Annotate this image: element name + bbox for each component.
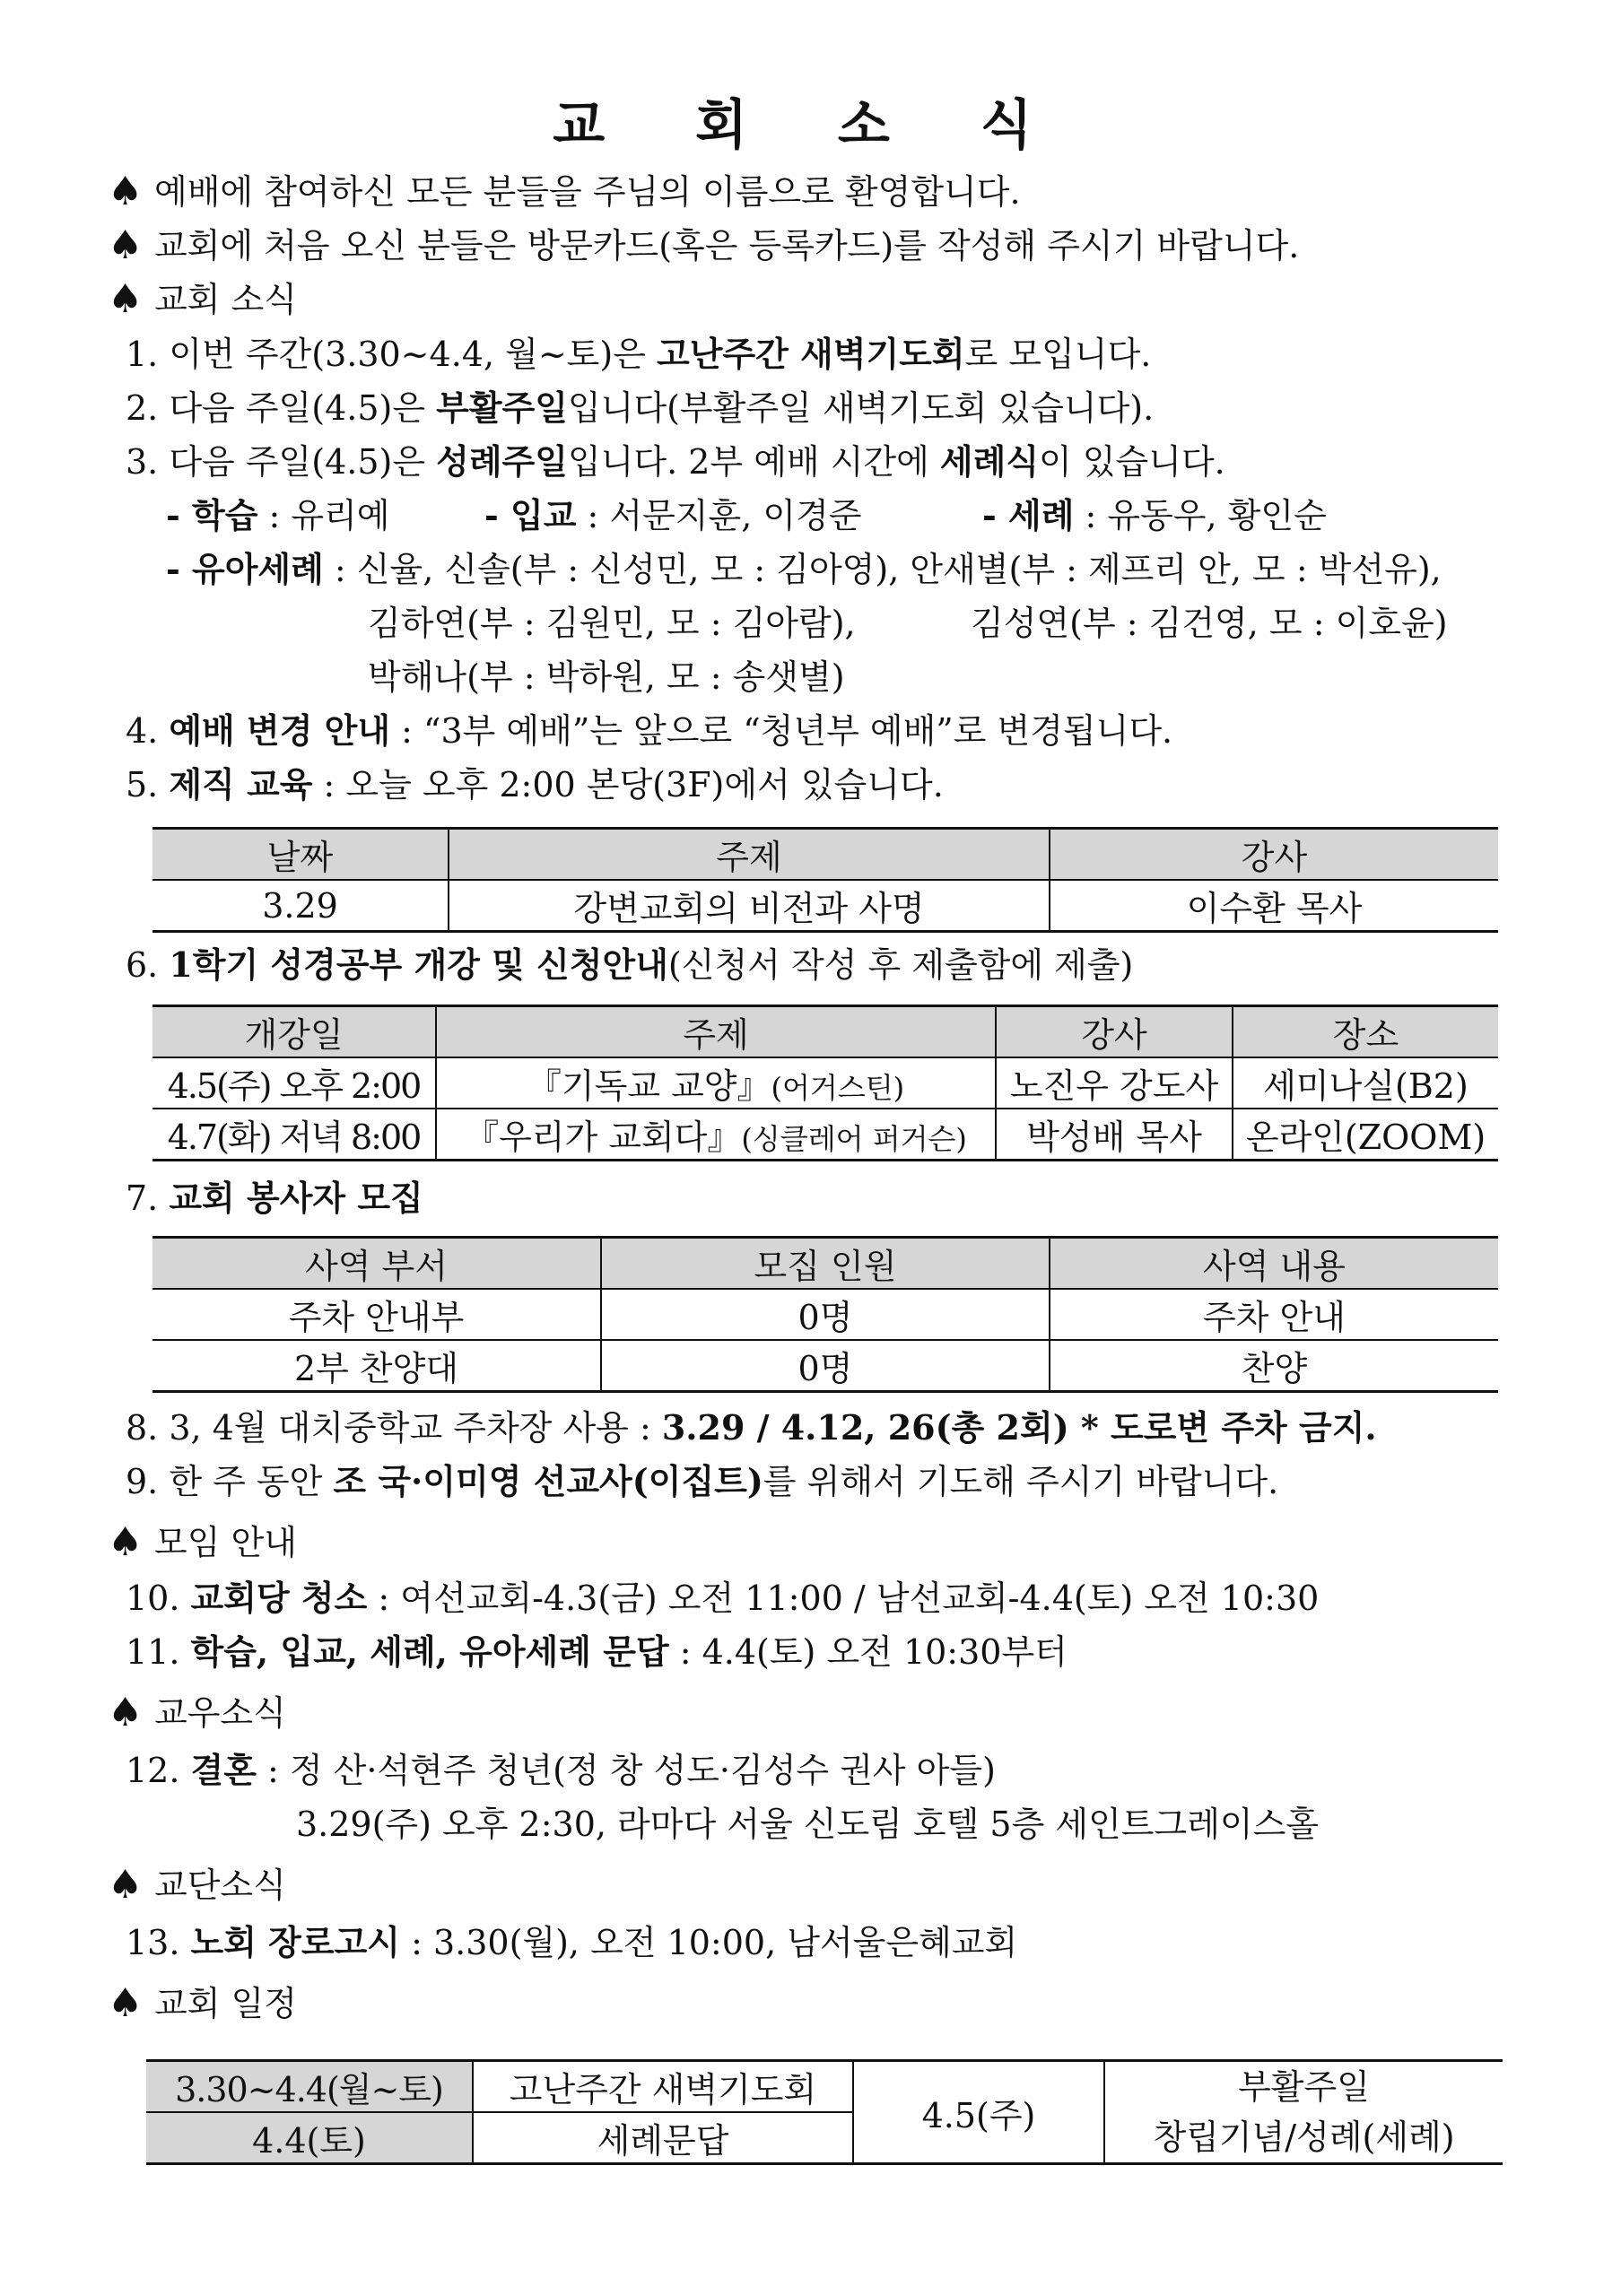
table-cell: 온라인(ZOOM) (1233, 1109, 1498, 1161)
table-header: 사역 부서 (153, 1238, 601, 1290)
members-item-12-detail: 3.29(주) 오후 2:30, 라마다 서울 신도림 호텔 5층 세인트그레이스홀 (296, 1805, 1320, 1844)
sacrament-list-3: - 세례 : 유동우, 황인순 (982, 495, 1327, 535)
section-heading-members: ♠ 교우소식 (108, 1686, 286, 1740)
section-heading-denomination: ♠ 교단소식 (108, 1858, 286, 1912)
table-cell: 세례문답 (473, 2112, 853, 2164)
bible-study-table (153, 1004, 1498, 1161)
table-cell: 고난주간 새벽기도회 (473, 2061, 853, 2113)
members-item-12: 12. 결혼 : 정 산·석현주 청년(정 창 성도·김성수 권사 아들) (126, 1750, 996, 1790)
table-cell: 4.4(토) (146, 2112, 473, 2164)
table-cell: 3.30~4.4(월~토) (146, 2061, 473, 2113)
table-cell: 4.7(화) 저녁 8:00 (153, 1109, 436, 1161)
table-cell: 주차 안내부 (153, 1289, 601, 1340)
news-item-7: 7. 교회 봉사자 모집 (126, 1178, 423, 1218)
table-row (153, 1340, 1498, 1392)
news-item-8: 8. 3, 4월 대치중학교 주차장 사용 : 3.29 / 4.12, 26(총 2회) * 도로변 주차 금지. (126, 1407, 1377, 1448)
table-cell: 『우리가 교회다』(싱클레어 퍼거슨) (436, 1109, 996, 1161)
table-header: 사역 내용 (1050, 1238, 1498, 1290)
table-row (153, 1057, 1498, 1109)
news-item-3: 3. 다음 주일(4.5)은 성례주일입니다. 2부 예배 시간에 세례식이 있습니다. (126, 441, 1225, 482)
table-cell: 3.29 (153, 880, 449, 932)
spade-icon: ♠ (108, 276, 144, 322)
table-cell: 주차 안내 (1050, 1289, 1498, 1340)
table-cell: 찬양 (1050, 1340, 1498, 1392)
infant-baptism-line-1: - 유아세례 : 신율, 신솔(부 : 신성민, 모 : 김아영), 안새별(부 : 제프리 안, 모 : 박선유), (166, 549, 1442, 589)
table-cell: 4.5(주) 오후 2:00 (153, 1057, 436, 1109)
table-cell: 이수환 목사 (1050, 880, 1498, 932)
table-cell: 세미나실(B2) (1233, 1057, 1498, 1109)
section-heading-news: ♠ 교회 소식 (108, 273, 297, 326)
table-cell: 0명 (601, 1289, 1050, 1340)
table-cell: 강변교회의 비전과 사명 (449, 880, 1050, 932)
infant-baptism-line-3: 박해나(부 : 박하원, 모 : 송샛별) (368, 657, 845, 697)
news-item-5: 5. 제직 교육 : 오늘 오후 2:00 본당(3F)에서 있습니다. (126, 764, 944, 804)
table-cell: 『기독교 교양』(어거스틴) (436, 1057, 996, 1109)
table-header-row (153, 1238, 1498, 1290)
section-heading-schedule: ♠ 교회 일정 (108, 1977, 297, 2031)
infant-baptism-line-2b: 김성연(부 : 김건영, 모 : 이호윤) (971, 604, 1448, 643)
table-cell: 노진우 강도사 (996, 1057, 1233, 1109)
section-heading-meeting: ♠ 모임 안내 (108, 1516, 297, 1570)
news-item-6: 6. 1학기 성경공부 개강 및 신청안내(신청서 작성 후 제출함에 제출) (126, 944, 1134, 985)
table-header-row (153, 829, 1498, 881)
spade-icon: ♠ (108, 222, 144, 268)
table-header: 강사 (1050, 829, 1498, 881)
table-header: 장소 (1233, 1006, 1498, 1058)
news-item-9: 9. 한 주 동안 조 국·이미영 선교사(이집트)를 위해서 기도해 주시기 바랍니다. (126, 1461, 1279, 1501)
sacrament-list-2: - 입교 : 서문지훈, 이경준 (484, 495, 862, 535)
page-title: 교 회 소 식 (553, 94, 1068, 157)
table-cell: 부활주일 창립기념/성례(세례) (1104, 2061, 1503, 2164)
denomination-item-13: 13. 노회 장로고시 : 3.30(월), 오전 10:00, 남서울은혜교회 (126, 1922, 1018, 1962)
table-row (153, 1109, 1498, 1161)
spade-icon: ♠ (108, 1980, 144, 2026)
table-header: 개강일 (153, 1006, 436, 1058)
table-row (153, 880, 1498, 932)
table-header: 날짜 (153, 829, 449, 881)
meeting-item-10: 10. 교회당 청소 : 여선교회-4.3(금) 오전 11:00 / 남선교회-4.4(토) 오전 10:30 (126, 1578, 1320, 1618)
church-schedule-table (146, 2059, 1503, 2165)
staff-training-table (153, 827, 1498, 933)
news-item-4: 4. 예배 변경 안내 : “3부 예배”는 앞으로 “청년부 예배”로 변경됩니다. (126, 710, 1173, 751)
spade-icon: ♠ (108, 1862, 144, 1908)
intro-line-2: ♠ 교회에 처음 오신 분들은 방문카드(혹은 등록카드)를 작성해 주시기 바랍니다. (108, 219, 1299, 273)
table-header: 주제 (449, 829, 1050, 881)
infant-baptism-line-2a: 김하연(부 : 김원민, 모 : 김아람), (368, 604, 856, 643)
spade-icon: ♠ (108, 1690, 144, 1735)
table-cell: 2부 찬양대 (153, 1340, 601, 1392)
spade-icon: ♠ (108, 1519, 144, 1565)
table-cell: 0명 (601, 1340, 1050, 1392)
table-cell: 박성배 목사 (996, 1109, 1233, 1161)
spade-icon: ♠ (108, 169, 144, 214)
table-header: 주제 (436, 1006, 996, 1058)
news-item-1: 1. 이번 주간(3.30~4.4, 월~토)은 고난주간 새벽기도회로 모입니다. (126, 334, 1152, 374)
table-header-row (153, 1006, 1498, 1058)
table-header: 모집 인원 (601, 1238, 1050, 1290)
table-row (146, 2061, 1503, 2113)
table-cell: 4.5(주) (853, 2061, 1104, 2164)
meeting-item-11: 11. 학습, 입교, 세례, 유아세례 문답 : 4.4(토) 오전 10:30부터 (126, 1631, 1068, 1672)
intro-line-1: ♠ 예배에 참여하신 모든 분들을 주님의 이름으로 환영합니다. (108, 165, 1021, 219)
volunteer-table (153, 1236, 1498, 1393)
news-item-2: 2. 다음 주일(4.5)은 부활주일입니다(부활주일 새벽기도회 있습니다). (126, 387, 1155, 428)
sacrament-list-1: - 학습 : 유리예 (166, 495, 390, 535)
table-header: 강사 (996, 1006, 1233, 1058)
table-row (153, 1289, 1498, 1340)
